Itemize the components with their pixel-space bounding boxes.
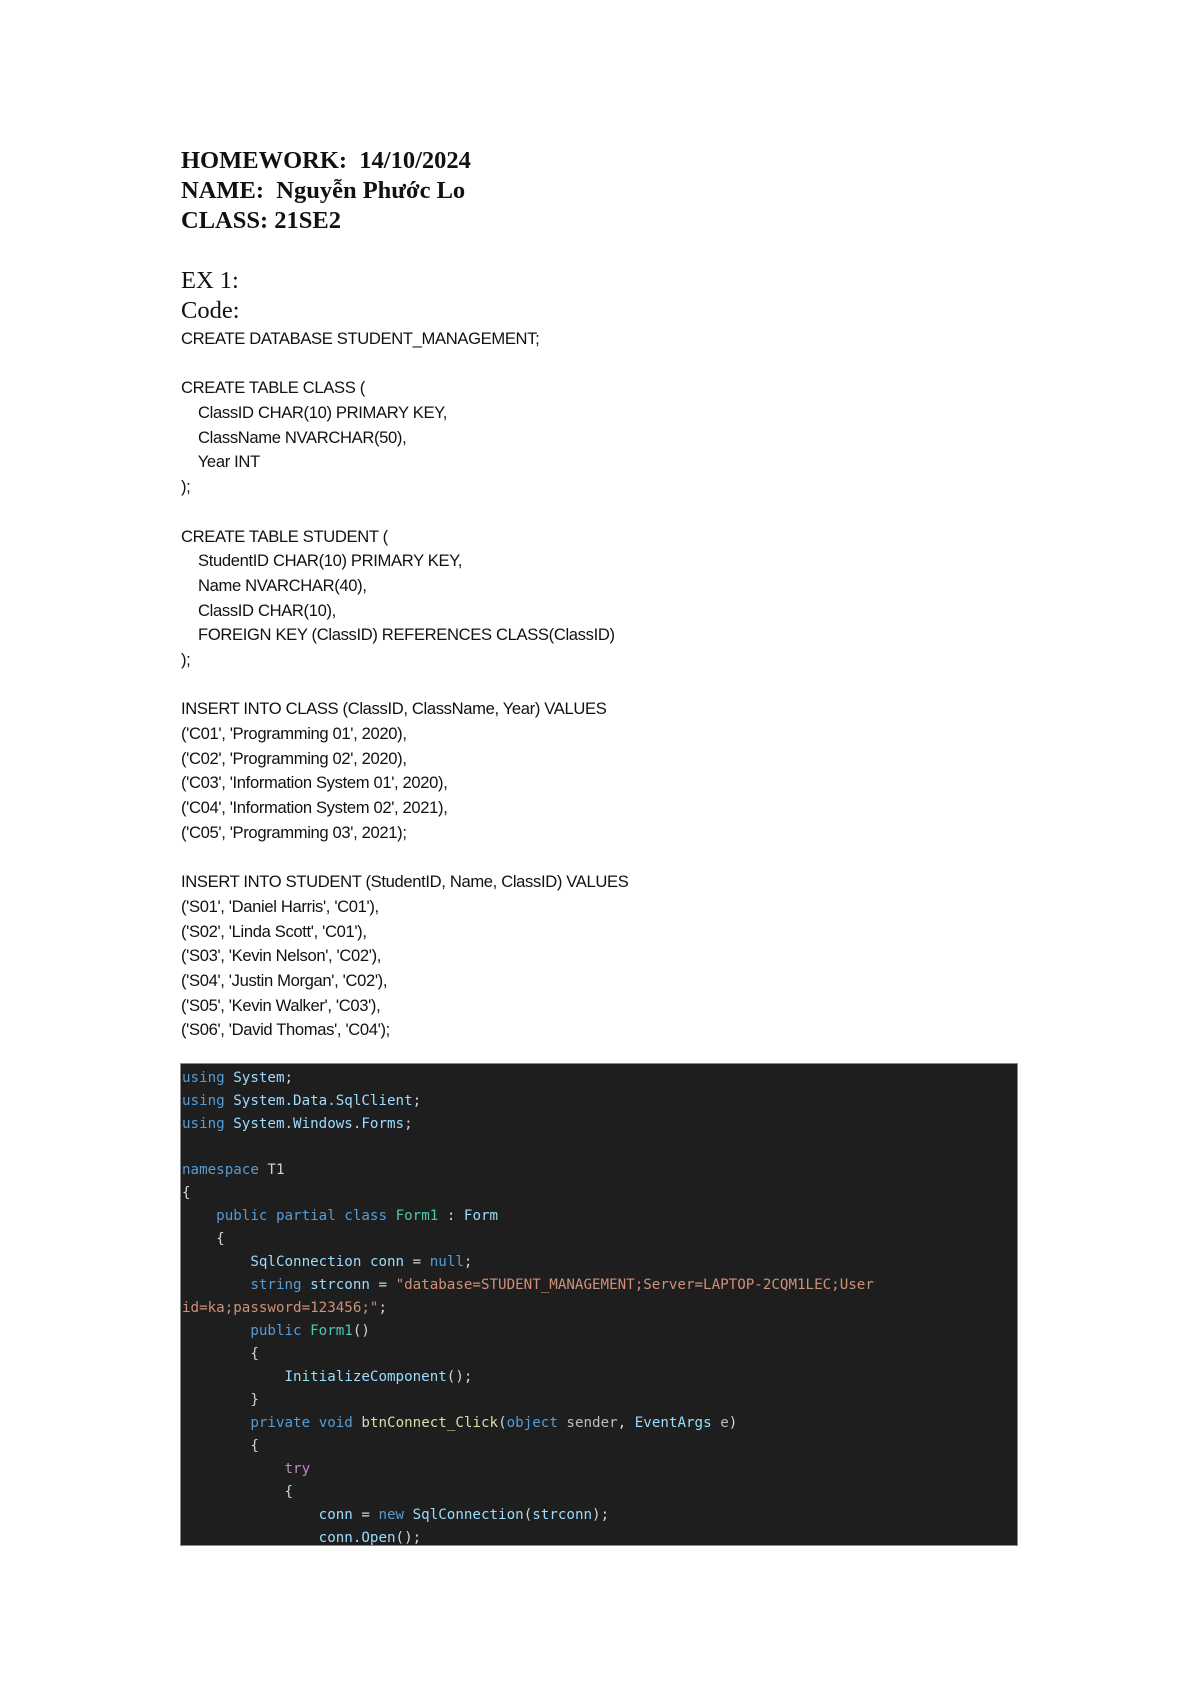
sql-line: ('S01', 'Daniel Harris', 'C01'), [181,896,379,916]
string-literal: "database=STUDENT_MANAGEMENT;Server=LAPTOP-2CQM1LEC;User [395,1277,874,1293]
punctuation: : [438,1208,464,1224]
code-line [181,1504,1017,1527]
sql-line: Name NVARCHAR(40), [181,575,367,595]
namespace-ref: System.Data.SqlClient [233,1093,413,1109]
sql-line: ('S06', 'David Thomas', 'C04'); [181,1020,390,1040]
punctuation: ; [378,1300,388,1316]
brace: { [250,1346,259,1362]
csharp-code-screenshot [180,1063,1018,1546]
sql-line: ); [181,649,191,669]
method-call: conn.Open [318,1530,396,1546]
brace: { [284,1484,294,1500]
keyword: namespace [182,1162,259,1178]
sql-line [181,352,628,377]
exercise-heading: EX 1: [181,267,239,294]
operator: = [404,1254,430,1270]
code-line [181,1113,1017,1136]
spacer [181,236,471,266]
type-ref: SqlConnection [412,1507,524,1523]
code-line [181,1527,1017,1546]
base-class: Form [463,1208,499,1224]
code-line [181,1205,1017,1228]
keyword: partial [275,1208,336,1224]
sql-line: ); [181,477,191,497]
sql-line: INSERT INTO STUDENT (StudentID, Name, ClassID) VALUES [181,872,629,892]
code-line [181,1090,1017,1113]
sql-line: ('C02', 'Programming 02', 2020), [181,748,407,768]
method-name: btnConnect_Click [361,1415,499,1431]
sql-line: ClassID CHAR(10), [181,600,336,620]
punctuation: ( [498,1415,507,1431]
punctuation: (); [446,1369,473,1385]
sql-line: ('S03', 'Kevin Nelson', 'C02'), [181,946,381,966]
keyword: using [182,1070,225,1086]
sql-line: ('S04', 'Justin Morgan', 'C02'), [181,970,388,990]
brace: { [216,1231,225,1247]
sql-line: CREATE TABLE STUDENT ( [181,526,388,546]
punctuation: , [617,1415,635,1431]
code-line [181,1343,1017,1366]
sql-line: CREATE DATABASE STUDENT_MANAGEMENT; [181,329,540,348]
code-line [181,1366,1017,1389]
punctuation: ); [592,1507,610,1523]
type-ref: SqlConnection [250,1254,362,1270]
field-name: conn [369,1254,405,1270]
name-line [181,176,471,206]
homework-date: 14/10/2024 [359,147,471,174]
punctuation: ( [523,1507,533,1523]
code-line [181,1159,1017,1182]
punctuation: (); [395,1530,422,1546]
operator: = [369,1277,396,1293]
code-line [181,1182,1017,1205]
sql-line: FOREIGN KEY (ClassID) REFERENCES CLASS(ClassID) [181,625,615,645]
brace: { [250,1438,259,1454]
keyword: string [250,1277,302,1293]
namespace-name: T1 [267,1162,285,1178]
punctuation: ; [463,1254,473,1270]
sql-line: ('C03', 'Information System 01', 2020), [181,773,448,793]
sql-line: ClassName NVARCHAR(50), [181,427,407,447]
name-label: NAME: [181,177,265,204]
sql-line: CREATE TABLE CLASS ( [181,378,365,398]
namespace-ref: System [233,1070,285,1086]
brace: } [250,1392,259,1408]
keyword: using [182,1093,225,1109]
code-line [181,1274,1017,1297]
class-value: 21SE2 [274,207,341,234]
code-line [181,1458,1017,1481]
sql-line: ClassID CHAR(10) PRIMARY KEY, [181,403,448,423]
keyword: class [344,1208,388,1224]
operator: = [352,1507,379,1523]
keyword: object [506,1415,558,1431]
parameter: sender [566,1415,618,1431]
code-line [181,1251,1017,1274]
class-line [181,206,471,236]
sql-line [181,500,628,525]
punctuation: ; [412,1093,422,1109]
class-label: CLASS: [181,207,269,234]
sql-line: Year INT [181,452,260,472]
document-header [181,146,471,326]
sql-code-listing [181,327,628,1043]
homework-label: HOMEWORK: [181,147,348,174]
keyword: private [250,1415,311,1431]
sql-line: StudentID CHAR(10) PRIMARY KEY, [181,551,463,571]
sql-line [181,673,628,698]
sql-line [181,845,628,870]
parameter: e [720,1415,729,1431]
code-line [181,1067,1017,1090]
keyword: void [318,1415,353,1431]
code-line [181,1228,1017,1251]
sql-line: ('C01', 'Programming 01', 2020), [181,724,407,743]
code-line-blank [181,1136,1017,1159]
punctuation: ; [284,1070,294,1086]
code-line [181,1481,1017,1504]
sql-line: ('S02', 'Linda Scott', 'C01'), [181,921,367,941]
punctuation: ) [728,1415,738,1431]
code-line [181,1389,1017,1412]
punctuation: ; [404,1116,413,1132]
string-literal: id=ka;password=123456;" [182,1300,379,1316]
keyword: public [216,1208,268,1224]
constructor-name: Form1 [310,1323,353,1339]
brace: { [182,1185,191,1201]
student-name: Nguyễn Phước Lo [276,177,466,204]
code-line [181,1320,1017,1343]
sql-line: ('S05', 'Kevin Walker', 'C03'), [181,995,381,1015]
keyword: null [429,1254,464,1270]
sql-line: INSERT INTO CLASS (ClassID, ClassName, Year) VALUES [181,699,607,719]
keyword: try [284,1461,311,1477]
keyword: using [182,1116,225,1132]
code-line [181,1297,1017,1320]
field-name: strconn [310,1277,370,1293]
code-line [181,1412,1017,1435]
code-label: Code: [181,297,240,324]
method-call: InitializeComponent [284,1369,447,1385]
punctuation: () [352,1323,370,1339]
keyword: public [250,1323,302,1339]
type-ref: EventArgs [634,1415,712,1431]
sql-line: ('C04', 'Information System 02', 2021), [181,798,448,818]
variable: conn [318,1507,353,1523]
namespace-ref: System.Windows.Forms [233,1116,405,1132]
argument: strconn [532,1507,593,1523]
code-line [181,1435,1017,1458]
class-name: Form1 [395,1208,439,1224]
sql-line: ('C05', 'Programming 03', 2021); [181,822,407,842]
homework-line [181,146,471,176]
keyword: new [378,1507,405,1523]
